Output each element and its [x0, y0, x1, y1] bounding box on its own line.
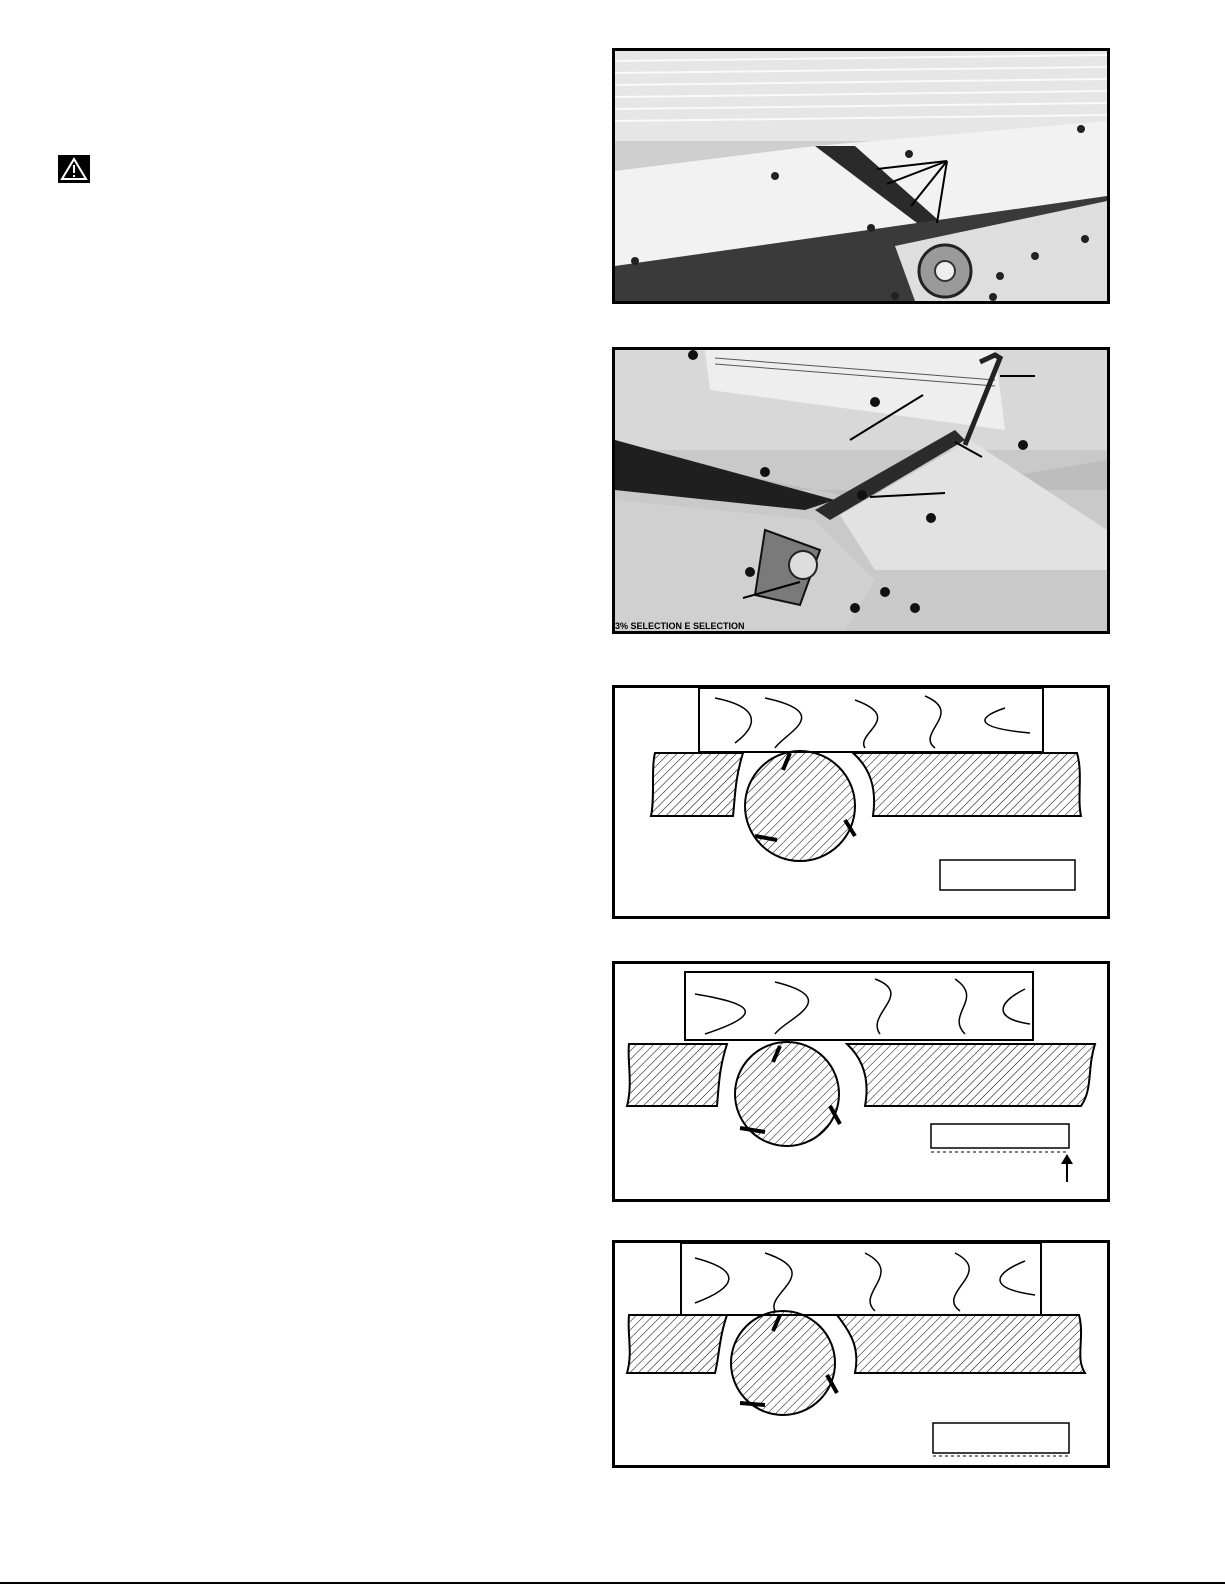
figure-outfeed-too-high — [612, 961, 1110, 1202]
fig2-caption: 3% SELECTION E SELECTION — [615, 621, 745, 631]
figure-outfeed-correct — [612, 685, 1110, 919]
outfeed-too-low-diagram — [615, 1243, 1107, 1465]
figure-cutterhead-photo — [612, 48, 1110, 304]
warning-triangle-icon — [58, 155, 90, 183]
outfeed-too-high-diagram — [615, 964, 1107, 1199]
cutterhead-photo — [615, 51, 1107, 301]
figure-outfeed-too-low — [612, 1240, 1110, 1468]
figure-knife-gauge-photo — [612, 347, 1110, 634]
knife-gauge-photo — [615, 350, 1107, 631]
outfeed-correct-diagram — [615, 688, 1107, 916]
page-bottom-rule — [0, 1582, 1225, 1584]
